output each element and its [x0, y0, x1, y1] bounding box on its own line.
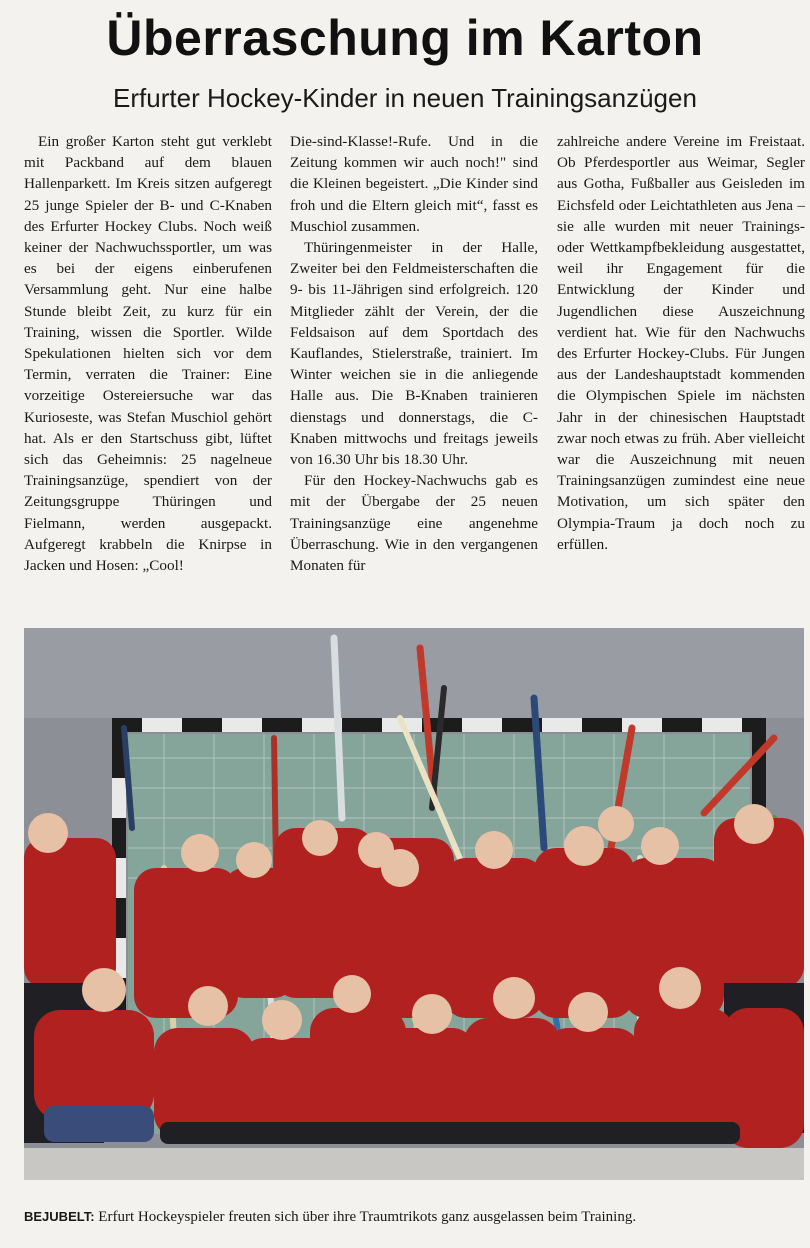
article-column-3	[557, 131, 805, 555]
column-2-paragraph-2: Thüringenmeister in der Halle, Zweiter bei den Feldmeisterschaften die 9- bis 11-Jährigen sind erfolgreich. 120 Mitglieder zählt der Verein, der die Feldsaison auf dem Sportdach des Kauflandes, Stielerstraße, trainiert. Im Winter weichen sie in die anliegende Halle aus. Die B-Knaben trainieren dienstags und donnerstags, die C-Knaben mittwochs und freitags jeweils von 16.30 Uhr bis 18.30 Uhr.	[290, 239, 538, 469]
caption-text: Erfurt Hockeyspieler freuten sich über ihre Traumtrikots ganz ausgelassen beim Training.	[94, 1209, 637, 1225]
column-1-paragraph-1: Ein großer Karton steht gut verklebt mit Packband auf dem blauen Hallenparkett. Im Kreis sitzen aufgeregt 25 junge Spieler der B- und C-Knaben des Erfurter Hockey Clubs. Noch weiß keiner der Nachwuchssportler, um was es bei der eigens einberufenen Versammlung geht. Nur eine halbe Stunde bleibt Zeit, zu kurz für ein Training, wissen die Sportler. Wilde Spekulationen hielten sich vor dem Termin, verraten die Trainer: Eine vorzeitige Ostereiersuche war das Kurioseste, was Stefan Muschiol gehört hat. Als er den Startschuss gibt, lüftet sich das Geheimnis: 25 nagelneue Trainingsanzüge, spendiert von der Zeitungsgruppe Thüringen und Fielmann, werden ausgepackt. Aufgeregt krabbeln die Knirpse in Jacken und Hosen: „Cool!	[24, 133, 272, 575]
column-3-paragraph-1: zahlreiche andere Vereine im Freistaat. Ob Pferdesportler aus Weimar, Segler aus Gotha, Fußballer aus Geisleden im Eichsfeld oder Leichtathleten aus Jena – sie alle wurden mit neuer Trainings- oder Wettkampfbekleidung ausgestattet, weil ihr Engagement für die Entwicklung der Kinder und Jugendlichen diese Auszeichnung verdient hat. Wie für den Nachwuchs des Erfurter Hockey-Clubs. Für Jungen aus der Landeshauptstadt kommenden die Olympischen Spiele im nächsten Jahr in der chinesischen Hauptstadt zwar noch etwas zu früh. Aber vielleicht war die Auszeichnung mit neuen Trainingsanzügen zumindest eine neue Motivation, um sich später den Olympia-Traum ja doch noch zu erfüllen.	[557, 133, 805, 553]
article-subheadline: Erfurter Hockey-Kinder in neuen Trainingsanzügen	[113, 83, 697, 113]
caption-lead: BEJUBELT:	[24, 1209, 95, 1224]
photo-caption	[24, 1206, 804, 1228]
team-photo-illustration	[24, 628, 804, 1180]
column-2-paragraph-1: Die-sind-Klasse!-Rufe. Und in die Zeitung kommen wir auch noch!" sind die Kleinen begeistert. „Die Kinder sind froh und die Eltern gleich mit“, fasst es Muschiol zusammen.	[290, 133, 538, 235]
article-column-2	[290, 131, 538, 576]
team-photo	[24, 628, 804, 1180]
article-column-1	[24, 131, 272, 576]
column-2-paragraph-3: Für den Hockey-Nachwuchs gab es mit der Übergabe der 25 neuen Trainingsanzüge eine angenehme Überraschung. Wie in den vergangenen Monaten für	[290, 472, 538, 575]
article-headline: Überraschung im Karton	[106, 10, 704, 66]
